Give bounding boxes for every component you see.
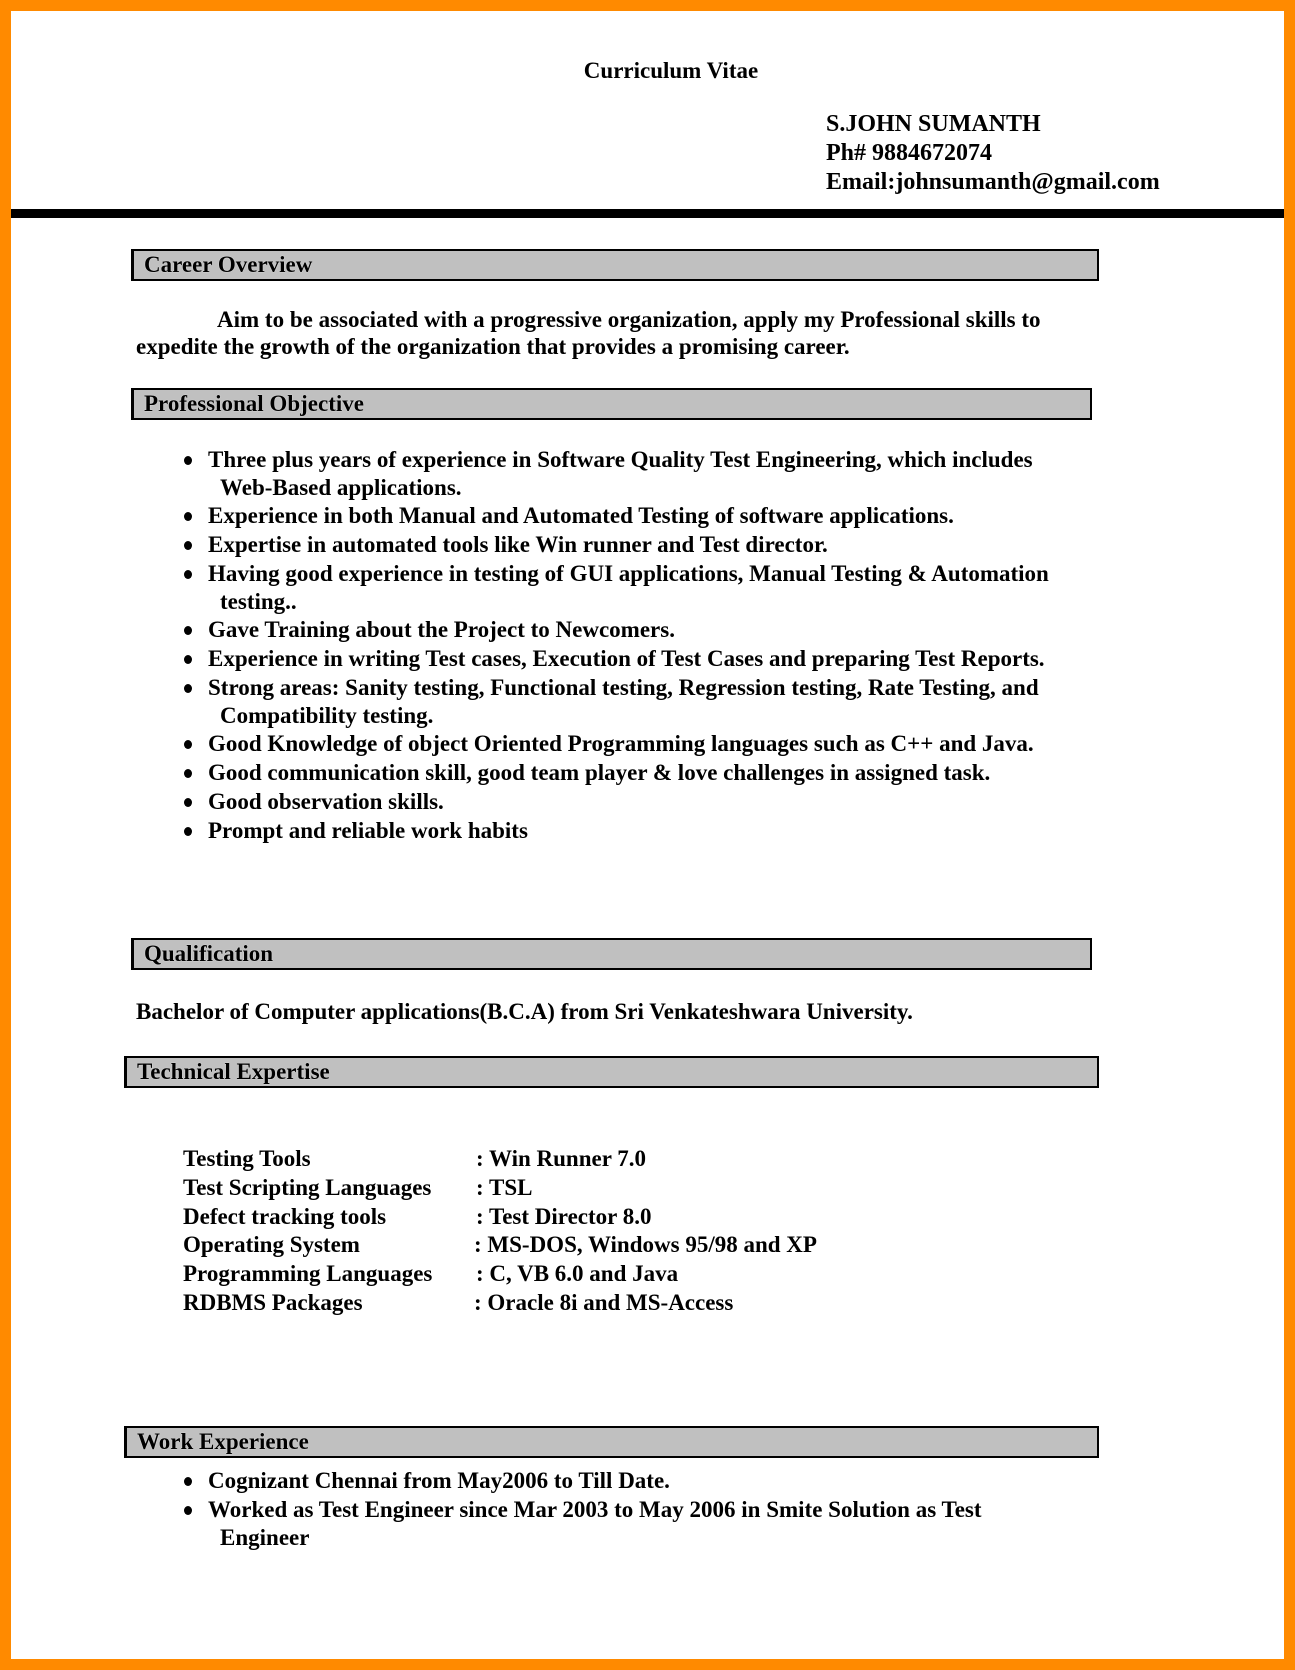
list-item: Good Knowledge of object Oriented Programming languages such as C++ and Java. — [182, 729, 1049, 758]
section-heading-qualification: Qualification — [131, 938, 1092, 970]
list-item: Having good experience in testing of GUI applications, Manual Testing & Automation testing.. — [182, 559, 1049, 615]
skill-value: : Oracle 8i and MS-Access — [474, 1289, 734, 1315]
skill-label: Testing Tools — [183, 1146, 311, 1171]
phone-number: Ph# 9884672074 — [826, 140, 993, 166]
career-overview-text — [136, 306, 1041, 360]
contact-block — [826, 110, 1160, 197]
professional-objective-list — [182, 445, 1049, 845]
list-item: Prompt and reliable work habits — [182, 816, 1049, 845]
skill-value: : Win Runner 7.0 — [476, 1146, 646, 1171]
resume-page — [11, 11, 1284, 1659]
document-title: Curriculum Vitae — [583, 58, 759, 83]
list-item: Gave Training about the Project to Newcomers. — [182, 615, 1049, 644]
list-item: Strong areas: Sanity testing, Functional testing, Regression testing, Rate Testing, and Compatibility testing. — [182, 673, 1049, 729]
list-item: Good communication skill, good team player & love challenges in assigned task. — [182, 758, 1049, 787]
email-address: Email:johnsumanth@gmail.com — [826, 169, 1160, 195]
section-heading-professional-objective: Professional Objective — [131, 388, 1092, 420]
skill-label: Defect tracking tools — [183, 1203, 387, 1229]
candidate-name: S.JOHN SUMANTH — [826, 111, 1041, 137]
list-item: Worked as Test Engineer since Mar 2003 to May 2006 in Smite Solution as Test Engineer — [182, 1495, 982, 1551]
work-experience-list — [182, 1466, 982, 1551]
career-overview-line-2: expedite the growth of the organization that provides a promising career. — [136, 334, 850, 359]
qualification-text: Bachelor of Computer applications(B.C.A) from Sri Venkateshwara University. — [136, 999, 913, 1024]
list-item: Expertise in automated tools like Win runner and Test director. — [182, 530, 1049, 559]
skill-value: : MS-DOS, Windows 95/98 and XP — [474, 1232, 817, 1258]
list-item: Experience in writing Test cases, Execution of Test Cases and preparing Test Reports. — [182, 644, 1049, 673]
list-item: Cognizant Chennai from May2006 to Till Date. — [182, 1466, 982, 1495]
skill-label: Programming Languages — [183, 1261, 433, 1287]
skill-value: : C, VB 6.0 and Java — [476, 1261, 679, 1287]
skill-value: : Test Director 8.0 — [476, 1203, 652, 1229]
header-divider — [11, 209, 1284, 218]
list-item: Experience in both Manual and Automated Testing of software applications. — [182, 501, 1049, 530]
skill-label: Operating System — [183, 1232, 360, 1258]
list-item: Good observation skills. — [182, 787, 1049, 816]
skill-label: Test Scripting Languages — [183, 1174, 432, 1200]
skill-label: RDBMS Packages — [183, 1289, 363, 1315]
career-overview-line-1: Aim to be associated with a progressive organization, apply my Professional skills to — [217, 307, 1041, 332]
list-item: Three plus years of experience in Software Quality Test Engineering, which includes Web-Based applications. — [182, 445, 1049, 501]
section-heading-technical-expertise: Technical Expertise — [124, 1056, 1099, 1088]
section-heading-work-experience: Work Experience — [124, 1426, 1099, 1458]
section-heading-career-overview: Career Overview — [131, 249, 1099, 281]
skill-value: : TSL — [476, 1174, 533, 1200]
